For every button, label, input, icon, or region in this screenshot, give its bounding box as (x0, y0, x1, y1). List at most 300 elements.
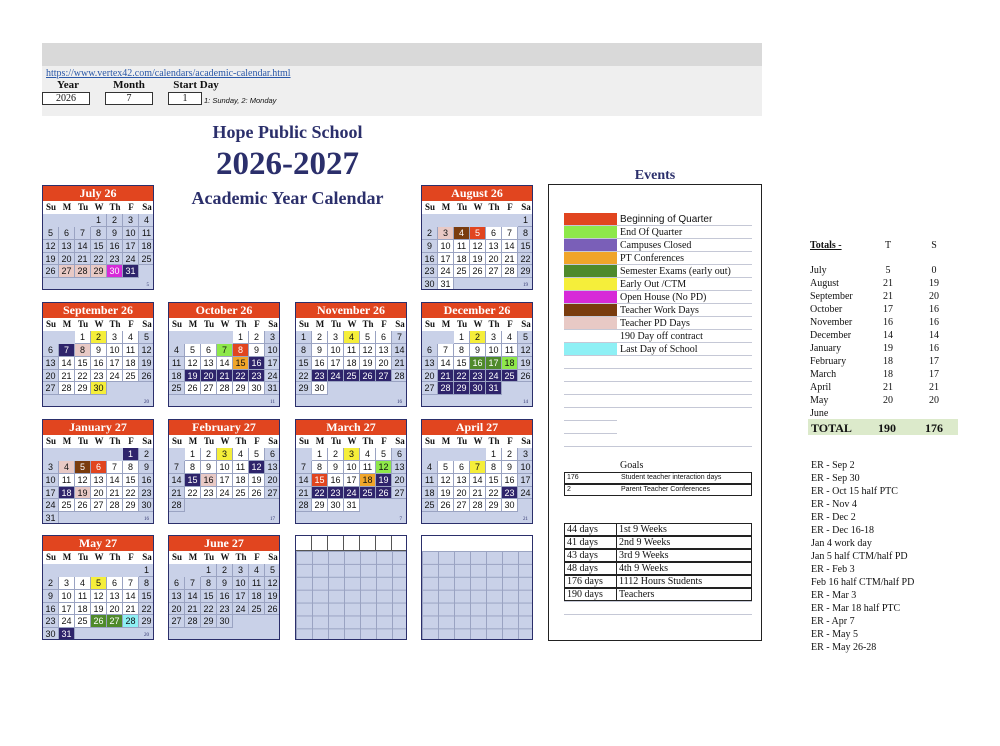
calendar-day: 4 (422, 461, 438, 474)
calendar-day: 6 (422, 344, 438, 357)
calendar-day: 25 (123, 370, 139, 383)
empty-month-grid (421, 535, 533, 640)
calendar-day: 30 (139, 499, 154, 512)
calendar-day: 20 (486, 253, 502, 266)
calendar-day: 16 (312, 357, 328, 370)
weekday-header: Su (169, 551, 185, 564)
calendar-day: 27 (392, 487, 407, 500)
school-name: Hope Public School (212, 122, 363, 142)
calendar-day: 23 (201, 487, 217, 500)
calendar-day: 1 (518, 214, 533, 227)
calendar-day: 18 (454, 253, 470, 266)
weekday-header: Sa (265, 318, 280, 331)
calendar-day: 12 (249, 461, 265, 474)
calendar-day: 23 (312, 370, 328, 383)
calendar-day: 27 (91, 499, 107, 512)
calendar-day: 17 (217, 474, 233, 487)
calendar-day: 7 (169, 461, 185, 474)
weekday-header: W (91, 435, 107, 448)
calendar-day: 2 (91, 331, 107, 344)
calendar-day: 19 (518, 357, 533, 370)
calendar-day: 6 (392, 448, 407, 461)
calendar-day: 23 (43, 615, 59, 628)
quarter-row (564, 575, 752, 588)
month-title: July 26 (43, 186, 153, 201)
calendar-day: 21 (185, 603, 201, 616)
totals-student-days: 21 (929, 382, 939, 393)
calendar-day: 2 (470, 331, 486, 344)
blank-line (564, 407, 752, 408)
calendar-day: 27 (454, 499, 470, 512)
calendar-day: 20 (91, 487, 107, 500)
day-grid (422, 318, 532, 395)
calendar-day: 29 (233, 382, 249, 395)
day-grid (296, 318, 406, 395)
calendar-day: 25 (233, 487, 249, 500)
weekday-header: Tu (201, 318, 217, 331)
calendar-day: 25 (249, 603, 265, 616)
blank-cell (185, 564, 201, 577)
calendar-day: 11 (233, 461, 249, 474)
quarter-days: 44 days (567, 524, 598, 535)
legend-swatch (564, 343, 617, 355)
weekday-header: Tu (201, 435, 217, 448)
weekday-header: Sa (139, 318, 154, 331)
calendar-day: 4 (139, 214, 154, 227)
calendar-day: 9 (249, 344, 265, 357)
calendar-day: 4 (454, 227, 470, 240)
calendar-day: 27 (43, 382, 59, 395)
calendar-day: 2 (217, 564, 233, 577)
calendar-day: 26 (438, 499, 454, 512)
calendar-day: 17 (486, 357, 502, 370)
calendar-day: 5 (43, 227, 59, 240)
weekday-header: W (470, 201, 486, 214)
calendar-day: 26 (376, 487, 392, 500)
weekday-header: W (470, 318, 486, 331)
calendar-day: 1 (201, 564, 217, 577)
calendar-day: 3 (344, 448, 360, 461)
totals-month: December (810, 330, 852, 341)
month-day-count: 7 (399, 517, 402, 522)
totals-teacher-days: 18 (883, 356, 893, 367)
calendar-day: 21 (470, 487, 486, 500)
totals-teacher-days: 5 (885, 265, 891, 276)
calendar-day: 4 (123, 331, 139, 344)
blank-cell (107, 564, 123, 577)
month-day-count: 11 (270, 400, 275, 405)
calendar-day: 23 (422, 265, 438, 278)
calendar-day: 30 (502, 499, 518, 512)
weekday-header: M (438, 318, 454, 331)
totals-student-days: 16 (929, 304, 939, 315)
day-grid (169, 551, 279, 628)
legend-item (564, 265, 752, 278)
calendar-day: 12 (470, 240, 486, 253)
blank-cell (123, 564, 139, 577)
calendar-subtitle: Academic Year Calendar (191, 188, 384, 208)
totals-student-days: 20 (929, 395, 939, 406)
calendar-day: 14 (470, 474, 486, 487)
calendar-day: 20 (43, 370, 59, 383)
month-day-count: 14 (523, 400, 528, 405)
calendar-day: 22 (139, 603, 154, 616)
early-release-item: Jan 4 work day (811, 538, 872, 549)
blank-cell (43, 448, 59, 461)
legend-label: Semester Exams (early out) (620, 266, 731, 277)
weekday-header: Su (43, 551, 59, 564)
empty-month-header (422, 536, 532, 551)
calendar-day: 10 (328, 344, 344, 357)
calendar-day: 17 (43, 487, 59, 500)
month-calendar (42, 419, 154, 524)
calendar-day: 23 (502, 487, 518, 500)
legend-label: Last Day of School (620, 344, 698, 355)
calendar-day: 16 (43, 603, 59, 616)
calendar-day: 6 (107, 577, 123, 590)
calendar-day: 10 (486, 344, 502, 357)
calendar-day: 1 (486, 448, 502, 461)
calendar-day: 22 (123, 487, 139, 500)
month-calendar (42, 302, 154, 407)
calendar-day: 24 (438, 265, 454, 278)
totals-teacher-days: 18 (883, 369, 893, 380)
calendar-day: 11 (75, 590, 91, 603)
calendar-day: 23 (249, 370, 265, 383)
calendar-day: 2 (43, 577, 59, 590)
calendar-day: 21 (123, 603, 139, 616)
calendar-day: 26 (470, 265, 486, 278)
calendar-day: 9 (312, 344, 328, 357)
calendar-day: 14 (392, 344, 407, 357)
calendar-day: 3 (43, 461, 59, 474)
calendar-day: 24 (233, 603, 249, 616)
calendar-day: 11 (454, 240, 470, 253)
calendar-day: 10 (233, 577, 249, 590)
totals-student-days: 17 (929, 369, 939, 380)
totals-teacher-days: 21 (883, 291, 893, 302)
month-calendar (168, 302, 280, 407)
calendar-day: 14 (59, 357, 75, 370)
quarter-name: 1st 9 Weeks (619, 524, 667, 535)
calendar-day: 28 (217, 382, 233, 395)
weekday-header: F (249, 551, 265, 564)
legend-item (564, 330, 752, 343)
calendar-day: 22 (312, 487, 328, 500)
blank-cell (422, 214, 438, 227)
calendar-day: 28 (123, 615, 139, 628)
calendar-day: 18 (75, 603, 91, 616)
calendar-day: 14 (123, 590, 139, 603)
totals-teacher-days: 16 (883, 317, 893, 328)
calendar-day: 4 (75, 577, 91, 590)
calendar-day: 18 (344, 357, 360, 370)
month-day-count: 16 (144, 517, 149, 522)
month-calendar (295, 302, 407, 407)
legend-label: Early Out /CTM (620, 279, 687, 290)
calendar-day: 25 (344, 370, 360, 383)
totals-student-days: 17 (929, 356, 939, 367)
totals-teacher-days: 14 (883, 330, 893, 341)
calendar-day: 30 (91, 382, 107, 395)
calendar-day: 8 (518, 227, 533, 240)
calendar-day: 7 (107, 461, 123, 474)
calendar-day: 28 (502, 265, 518, 278)
calendar-day: 12 (360, 344, 376, 357)
calendar-day: 28 (59, 382, 75, 395)
calendar-day: 24 (328, 370, 344, 383)
calendar-day: 4 (344, 331, 360, 344)
weekday-header: Su (422, 435, 438, 448)
calendar-day: 28 (438, 382, 454, 395)
weekday-header: M (59, 201, 75, 214)
month-title: August 26 (422, 186, 532, 201)
blank-cell (201, 331, 217, 344)
quarter-divider (616, 524, 617, 536)
calendar-day: 8 (75, 344, 91, 357)
calendar-day: 5 (139, 331, 154, 344)
calendar-day: 15 (296, 357, 312, 370)
early-release-item: ER - Sep 2 (811, 460, 855, 471)
early-release-item: ER - Mar 3 (811, 590, 857, 601)
legend-label: Beginning of Quarter (620, 214, 713, 225)
calendar-day: 10 (344, 461, 360, 474)
weekday-header: Tu (328, 318, 344, 331)
weekday-header: F (123, 318, 139, 331)
totals-month: January (810, 343, 842, 354)
calendar-day: 26 (185, 382, 201, 395)
calendar-day: 11 (422, 474, 438, 487)
calendar-day: 9 (107, 227, 123, 240)
calendar-day: 12 (43, 240, 59, 253)
calendar-day: 16 (91, 357, 107, 370)
calendar-day: 25 (360, 487, 376, 500)
month-input[interactable]: 7 (105, 92, 153, 105)
calendar-day: 6 (376, 331, 392, 344)
calendar-day: 17 (123, 240, 139, 253)
calendar-day: 12 (139, 344, 154, 357)
weekday-header: Sa (392, 318, 407, 331)
calendar-day: 21 (296, 487, 312, 500)
calendar-day: 28 (392, 370, 407, 383)
calendar-day: 26 (139, 370, 154, 383)
calendar-day: 13 (486, 240, 502, 253)
blank-cell (91, 564, 107, 577)
blank-line (564, 446, 752, 447)
calendar-day: 27 (107, 615, 123, 628)
calendar-day: 7 (438, 344, 454, 357)
calendar-day: 23 (328, 487, 344, 500)
quarter-row (564, 523, 752, 536)
calendar-day: 4 (59, 461, 75, 474)
calendar-day: 6 (43, 344, 59, 357)
month-title: January 27 (43, 420, 153, 435)
weekday-header: F (249, 435, 265, 448)
blank-cell (75, 448, 91, 461)
month-day-count: 5 (146, 283, 149, 288)
calendar-day: 5 (518, 331, 533, 344)
calendar-day: 15 (454, 357, 470, 370)
blank-cell (91, 448, 107, 461)
calendar-day: 12 (185, 357, 201, 370)
month-calendar (421, 302, 533, 407)
calendar-day: 7 (296, 461, 312, 474)
quarter-row (564, 549, 752, 562)
day-grid (43, 435, 153, 524)
calendar-day: 3 (233, 564, 249, 577)
legend-swatch (564, 304, 617, 316)
calendar-day: 26 (360, 370, 376, 383)
calendar-day: 24 (43, 499, 59, 512)
weekday-header: F (502, 318, 518, 331)
calendar-day: 22 (518, 253, 533, 266)
calendar-day: 23 (91, 370, 107, 383)
calendar-day: 23 (107, 253, 123, 266)
blank-line (564, 614, 752, 615)
weekday-header: Th (233, 318, 249, 331)
calendar-day: 25 (59, 499, 75, 512)
calendar-day: 30 (107, 265, 123, 278)
weekday-header: Su (169, 435, 185, 448)
template-link[interactable]: https://www.vertex42.com/calendars/academic-calendar.html (46, 68, 291, 79)
calendar-day: 13 (169, 590, 185, 603)
start-day-input[interactable]: 1 (168, 92, 202, 105)
blank-cell (438, 331, 454, 344)
calendar-day: 4 (233, 448, 249, 461)
calendar-day: 1 (233, 331, 249, 344)
calendar-day: 5 (376, 448, 392, 461)
calendar-day: 24 (486, 370, 502, 383)
weekday-header: Sa (518, 318, 533, 331)
totals-month: September (810, 291, 853, 302)
calendar-day: 1 (296, 331, 312, 344)
day-grid (43, 318, 153, 395)
quarter-days: 41 days (567, 537, 598, 548)
calendar-day: 20 (169, 603, 185, 616)
year-input[interactable]: 2026 (42, 92, 90, 105)
legend-item (564, 239, 752, 252)
teacher-days-heading: T (884, 240, 892, 251)
quarter-name: 4th 9 Weeks (619, 563, 669, 574)
calendar-day: 16 (201, 474, 217, 487)
calendar-day: 7 (392, 331, 407, 344)
calendar-day: 15 (123, 474, 139, 487)
calendar-day: 7 (123, 577, 139, 590)
legend-swatch (564, 330, 617, 342)
weekday-header: Su (296, 318, 312, 331)
calendar-day: 30 (249, 382, 265, 395)
calendar-day: 6 (486, 227, 502, 240)
calendar-day: 8 (123, 461, 139, 474)
calendar-day: 19 (249, 474, 265, 487)
calendar-day: 14 (185, 590, 201, 603)
blank-line (564, 433, 617, 434)
calendar-day: 24 (265, 370, 280, 383)
calendar-day: 2 (201, 448, 217, 461)
calendar-day: 20 (107, 603, 123, 616)
calendar-day: 8 (312, 461, 328, 474)
day-grid (43, 201, 153, 278)
legend-item (564, 226, 752, 239)
quarter-days: 190 days (567, 589, 603, 600)
month-day-count: 20 (144, 400, 149, 405)
calendar-day: 29 (91, 265, 107, 278)
weekday-header: Th (233, 551, 249, 564)
quarter-row (564, 588, 752, 601)
weekday-header: M (185, 435, 201, 448)
legend-item (564, 278, 752, 291)
calendar-day: 15 (201, 590, 217, 603)
weekday-header: Sa (265, 435, 280, 448)
calendar-day: 18 (139, 240, 154, 253)
empty-month-body (422, 551, 532, 640)
goal-label: Student teacher interaction days (621, 474, 722, 481)
calendar-day: 16 (249, 357, 265, 370)
blank-cell (438, 448, 454, 461)
weekday-header: Th (107, 318, 123, 331)
calendar-day: 25 (139, 253, 154, 266)
calendar-day: 24 (217, 487, 233, 500)
calendar-day: 29 (296, 382, 312, 395)
blank-cell (296, 448, 312, 461)
calendar-day: 19 (376, 474, 392, 487)
weekday-header: Tu (454, 435, 470, 448)
weekday-header: Th (107, 551, 123, 564)
calendar-day: 30 (422, 278, 438, 290)
calendar-day: 29 (75, 382, 91, 395)
month-day-count: 17 (270, 517, 275, 522)
calendar-day: 21 (59, 370, 75, 383)
weekday-header: F (502, 201, 518, 214)
calendar-day: 19 (360, 357, 376, 370)
calendar-day: 2 (139, 448, 154, 461)
legend-item (564, 252, 752, 265)
calendar-day: 22 (296, 370, 312, 383)
calendar-day: 11 (249, 577, 265, 590)
calendar-day: 19 (265, 590, 280, 603)
weekday-header: M (438, 435, 454, 448)
calendar-day: 15 (91, 240, 107, 253)
weekday-header: F (502, 435, 518, 448)
calendar-day: 17 (518, 474, 533, 487)
month-calendar (168, 419, 280, 524)
calendar-day: 9 (139, 461, 154, 474)
calendar-day: 28 (75, 265, 91, 278)
blank-line (564, 420, 617, 421)
calendar-day: 19 (470, 253, 486, 266)
calendar-day: 13 (91, 474, 107, 487)
calendar-day: 16 (107, 240, 123, 253)
early-release-item: ER - Apr 7 (811, 616, 855, 627)
calendar-day: 20 (59, 253, 75, 266)
weekday-header: M (59, 435, 75, 448)
calendar-day: 12 (438, 474, 454, 487)
quarter-name: 1112 Hours Students (619, 576, 703, 587)
legend-item (564, 317, 752, 330)
year-label: Year (57, 79, 79, 91)
academic-years: 2026-2027 (216, 146, 359, 182)
calendar-day: 17 (328, 357, 344, 370)
legend-label: Teacher PD Days (620, 318, 690, 329)
blank-cell (502, 214, 518, 227)
blank-cell (59, 448, 75, 461)
calendar-day: 2 (312, 331, 328, 344)
weekday-header: M (59, 318, 75, 331)
goal-label: Parent Teacher Conferences (621, 486, 710, 493)
weekday-header: Th (360, 318, 376, 331)
calendar-day: 5 (470, 227, 486, 240)
calendar-day: 9 (502, 461, 518, 474)
